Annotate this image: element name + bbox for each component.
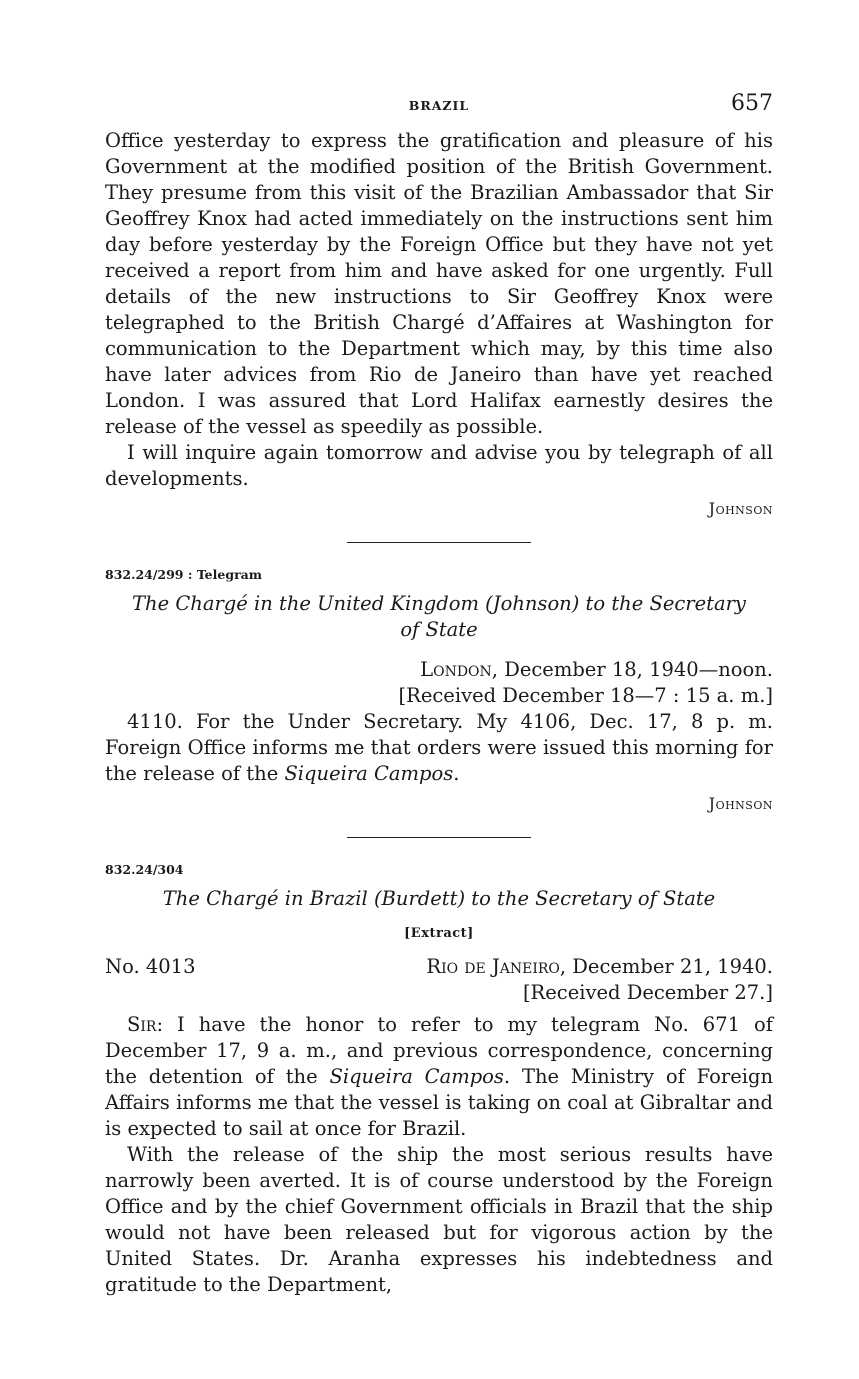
file-number: 832.24/299 : Telegram [105,567,262,582]
document-number: No. 4013 [105,955,196,978]
place: Rio de Janeiro [426,955,560,978]
place-date [105,657,773,683]
place: London [420,658,492,681]
document-heading [105,591,773,643]
page-number: 657 [731,91,773,116]
date: , December 21, 1940. [559,955,773,978]
body-paragraph: I will inquire again tomorrow and advise you by telegraph of all developments. [105,441,773,490]
document-page [105,88,773,1298]
body-paragraph: Office yesterday to express the gratification and pleasure of his Government at the modified position of the British Government. They presume from this visit of the Brazilian Ambassador that Sir Geoffrey Knox had acted immediately on the instructions sent him day before yesterday by the Foreign Office but they have not yet received a report from him and have asked for one urgently. Full details of the new instructions to Sir Geoffrey Knox were telegraphed to the British Chargé d’Affaires at Washington for communication to the Department which may, by this time also have later advices from Rio de Janeiro than have yet reached London. I was assured that Lord Halifax earnestly desires the release of the vessel as speedily as possible. [105,129,773,438]
vessel-name: Siqueira Campos [329,1065,504,1088]
dateline [105,657,773,709]
signature: Johnson [708,794,773,813]
heading-line: of State [400,618,478,641]
extract-label: [Extract] [404,926,474,941]
body-paragraph: 4110. For the Under Secretary. My 4106, Dec. 17, 8 p. m. Foreign Office informs me that orders were issued this morning for the release of the Siqueira Campos. [105,710,773,785]
body-paragraph: Sir: I have the honor to refer to my telegram No. 671 of December 17, 9 a. m., and previous correspondence, concerning the detention of the Siqueira Campos. The Ministry of Foreign Affairs informs me that the vessel is taking on coal at Gibraltar and is expected to sail at once for Brazil. [105,1013,774,1140]
running-header [105,88,773,128]
received-note: [Received December 27.] [522,981,773,1004]
received-note: [Received December 18—7 : 15 a. m.] [398,684,773,707]
vessel-name: Siqueira Campos [284,762,454,785]
place-date [426,954,773,980]
document-heading: The Chargé in Brazil (Burdett) to the Secretary of State [162,887,716,910]
salutation: Sir [127,1013,157,1036]
running-title: BRAZIL [408,98,470,113]
signature: Johnson [708,499,773,518]
body-paragraph: With the release of the ship the most serious results have narrowly been averted. It is of course understood by the Foreign Office and by the chief Government officials in Brazil that the ship would not have been released but for vigorous action by the United States. Dr. Aranha expresses his indebtedness and gratitude to the Department, [105,1143,773,1296]
document-number-line [105,954,773,980]
section-divider [347,542,531,543]
date: , December 18, 1940—noon. [491,658,773,681]
section-divider [347,837,531,838]
file-number: 832.24/304 [105,862,184,877]
heading-line: The Chargé in the United Kingdom (Johnson) to the Secretary [132,592,746,615]
